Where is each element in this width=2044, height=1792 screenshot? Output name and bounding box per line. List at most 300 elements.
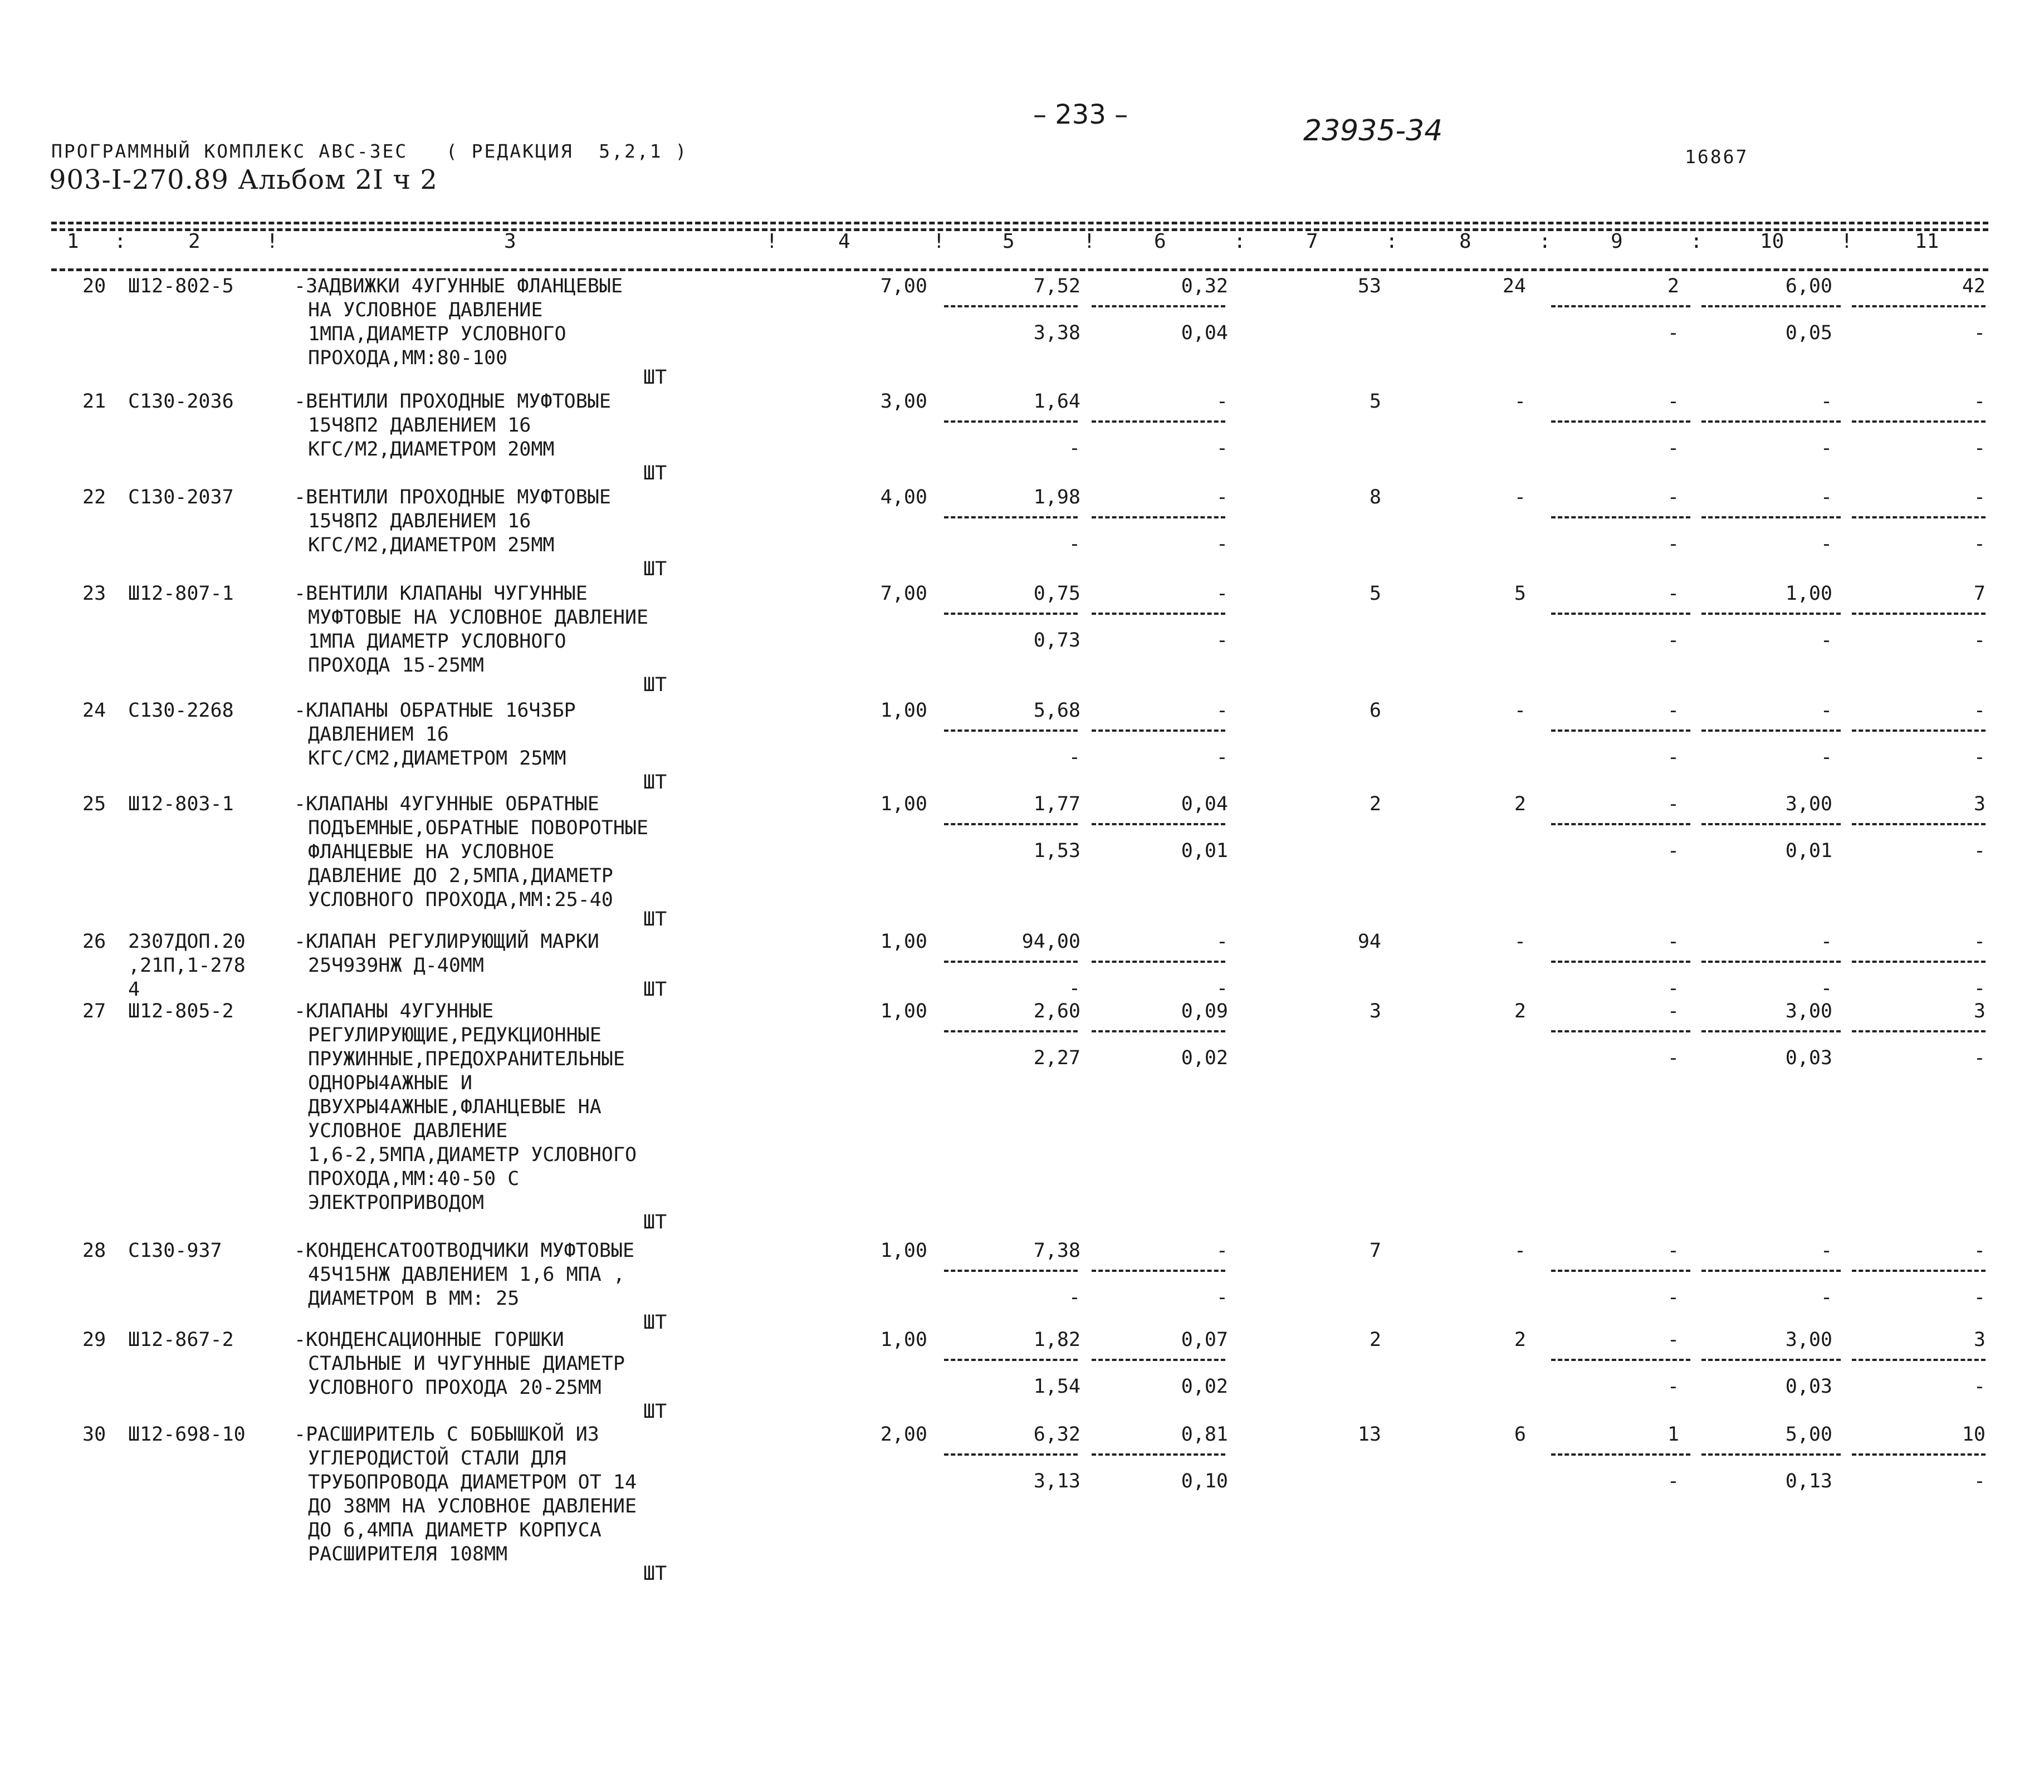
item-description: -КЛАПАНЫ 4УГУННЫЕ: [294, 1000, 494, 1022]
row-number: 21: [82, 390, 106, 413]
item-description: УСЛОВНОГО ПРОХОДА 20-25ММ: [308, 1377, 602, 1399]
row-number: 27: [82, 1000, 106, 1022]
cell-c8: -: [1514, 486, 1526, 508]
col-header-sep: :: [114, 230, 126, 253]
item-description: -ЗАДВИЖКИ 4УГУННЫЕ ФЛАНЦЕВЫЕ: [294, 275, 623, 297]
cell-c8: -: [1514, 1240, 1526, 1262]
item-description: РЕГУЛИРУЮЩИЕ,РЕДУКЦИОННЫЕ: [308, 1024, 602, 1046]
row-number: 29: [82, 1329, 106, 1351]
cell-c10a: -: [1820, 931, 1832, 953]
cell-c5a: 5,68: [1033, 699, 1080, 722]
cell-c6b: 0,04: [1181, 322, 1228, 344]
col-header-2: 2: [188, 230, 201, 253]
cell-c11b: -: [1973, 322, 1986, 344]
cell-c9b: -: [1667, 1047, 1679, 1069]
cell-c4: 1,00: [880, 1329, 927, 1351]
item-description: -КЛАПАНЫ 4УГУННЫЕ ОБРАТНЫЕ: [294, 793, 599, 815]
item-description: ЭЛЕКТРОПРИВОДОМ: [308, 1192, 485, 1214]
cell-divider: [1551, 613, 1690, 615]
row-number: 24: [82, 699, 106, 722]
cell-divider: [1852, 1270, 1986, 1272]
cell-c6b: -: [1216, 629, 1228, 652]
item-description: 1МПА ДИАМЕТР УСЛОВНОГО: [308, 630, 566, 653]
item-description: -КЛАПАН РЕГУЛИРУЮЩИЙ МАРКИ: [294, 931, 599, 953]
item-description: ДО 6,4МПА ДИАМЕТР КОРПУСА: [308, 1519, 602, 1541]
item-description: КГС/М2,ДИАМЕТРОМ 25ММ: [308, 534, 555, 556]
item-code: С130-2036: [128, 390, 234, 413]
cell-divider: [1852, 1030, 1986, 1032]
cell-c9a: -: [1667, 390, 1679, 413]
item-description: УСЛОВНОГО ПРОХОДА,ММ:25-40: [308, 889, 613, 911]
cell-c9a: -: [1667, 582, 1679, 605]
cell-c5b: -: [1068, 1286, 1080, 1309]
cell-c11a: -: [1973, 486, 1986, 508]
cell-c7: 6: [1369, 699, 1381, 722]
cell-divider: [1551, 823, 1690, 825]
unit-label: ШТ: [643, 908, 667, 931]
item-description: -ВЕНТИЛИ ПРОХОДНЫЕ МУФТОВЫЕ: [294, 390, 611, 413]
cell-c6b: 0,02: [1181, 1047, 1228, 1069]
cell-c9a: 2: [1667, 275, 1679, 297]
cell-divider: [1551, 1453, 1690, 1456]
cell-divider: [1092, 1270, 1225, 1272]
cell-c10b: 0,03: [1785, 1375, 1832, 1398]
row-number: 26: [82, 931, 106, 953]
cell-c5b: 2,27: [1033, 1047, 1080, 1069]
cell-c9a: -: [1667, 931, 1679, 953]
cell-c11a: -: [1973, 699, 1986, 722]
cell-c9b: -: [1667, 1470, 1679, 1492]
cell-divider: [1551, 1030, 1690, 1032]
cell-c11b: -: [1973, 1286, 1986, 1309]
item-description: ДО 38ММ НА УСЛОВНОЕ ДАВЛЕНИЕ: [308, 1495, 637, 1517]
cell-c11b: -: [1973, 1047, 1986, 1069]
cell-divider: [1092, 961, 1225, 963]
cell-divider: [1701, 1453, 1841, 1456]
unit-label: ШТ: [643, 674, 667, 696]
cell-c9b: -: [1667, 977, 1679, 1000]
col-header-sep: :: [1234, 230, 1246, 253]
cell-divider: [1852, 823, 1986, 825]
item-description: -КЛАПАНЫ ОБРАТНЫЕ 16Ч3БР: [294, 699, 576, 722]
cell-c4: 1,00: [880, 931, 927, 953]
cell-c11a: 3: [1973, 793, 1986, 815]
cell-c9b: -: [1667, 840, 1679, 862]
cell-c6b: 0,10: [1181, 1470, 1228, 1492]
cell-c11a: -: [1973, 1240, 1986, 1262]
item-code: 4: [128, 978, 140, 1001]
unit-label: ШТ: [643, 558, 667, 580]
cell-c10b: -: [1820, 437, 1832, 459]
col-header-7: 7: [1306, 230, 1318, 253]
cell-divider: [944, 516, 1078, 518]
cell-divider: [944, 961, 1078, 963]
document-code: 16867: [1685, 146, 1749, 168]
row-number: 25: [82, 793, 106, 815]
col-header-sep: !: [933, 230, 945, 253]
cell-c5a: 94,00: [1021, 931, 1080, 953]
cell-c11a: 3: [1973, 1329, 1986, 1351]
col-header-1: 1: [67, 230, 79, 253]
cell-c7: 94: [1357, 931, 1381, 953]
cell-divider: [1092, 516, 1225, 518]
cell-c9a: 1: [1667, 1423, 1679, 1446]
item-description: -ВЕНТИЛИ ПРОХОДНЫЕ МУФТОВЫЕ: [294, 486, 611, 508]
cell-c7: 2: [1369, 793, 1381, 815]
cell-c10a: -: [1820, 699, 1832, 722]
cell-c11b: -: [1973, 437, 1986, 459]
cell-c6b: -: [1216, 533, 1228, 555]
cell-c6a: 0,81: [1181, 1423, 1228, 1446]
cell-divider: [1701, 516, 1841, 518]
cell-c8: 6: [1514, 1423, 1526, 1446]
cell-c10b: 0,13: [1785, 1470, 1832, 1492]
cell-c6a: -: [1216, 931, 1228, 953]
cell-c8: 2: [1514, 1329, 1526, 1351]
item-description: ПРОХОДА,ММ:80-100: [308, 347, 508, 369]
cell-divider: [944, 729, 1078, 732]
cell-c5a: 1,98: [1033, 486, 1080, 508]
cell-c4: 7,00: [880, 275, 927, 297]
cell-c6a: -: [1216, 486, 1228, 508]
cell-c6b: 0,02: [1181, 1375, 1228, 1398]
cell-c10a: -: [1820, 1240, 1832, 1262]
cell-divider: [1551, 961, 1690, 963]
cell-c4: 1,00: [880, 699, 927, 722]
cell-c6b: 0,01: [1181, 840, 1228, 862]
table-header-rule: [51, 268, 1988, 271]
item-description: ДАВЛЕНИЕМ 16: [308, 723, 449, 746]
cell-c8: 5: [1514, 582, 1526, 605]
cell-c5a: 1,64: [1033, 390, 1080, 413]
cell-c4: 1,00: [880, 1000, 927, 1022]
item-description: -КОНДЕНСАТООТВОДЧИКИ МУФТОВЫЕ: [294, 1240, 635, 1262]
cell-divider: [1701, 729, 1841, 732]
item-description: УСЛОВНОЕ ДАВЛЕНИЕ: [308, 1120, 508, 1142]
cell-divider: [1092, 729, 1225, 732]
col-header-sep: !: [1083, 230, 1096, 253]
cell-c6a: -: [1216, 699, 1228, 722]
item-description: НА УСЛОВНОЕ ДАВЛЕНИЕ: [308, 299, 543, 321]
unit-label: ШТ: [643, 1401, 667, 1423]
cell-c5b: 1,54: [1033, 1375, 1080, 1398]
cell-c10a: -: [1820, 390, 1832, 413]
cell-divider: [944, 1270, 1078, 1272]
item-description: ДВУХРЫ4АЖНЫЕ,ФЛАНЦЕВЫЕ НА: [308, 1096, 602, 1118]
cell-c10b: -: [1820, 533, 1832, 555]
cell-divider: [1551, 1359, 1690, 1361]
cell-c6b: -: [1216, 977, 1228, 1000]
cell-divider: [944, 613, 1078, 615]
col-header-3: 3: [504, 230, 516, 253]
cell-c5b: -: [1068, 746, 1080, 768]
cell-c10b: 0,05: [1785, 322, 1832, 344]
cell-divider: [1092, 823, 1225, 825]
cell-c10b: -: [1820, 746, 1832, 768]
col-header-sep: :: [1539, 230, 1551, 253]
cell-c9a: -: [1667, 486, 1679, 508]
cell-divider: [1852, 305, 1986, 307]
cell-c4: 1,00: [880, 1240, 927, 1262]
cell-c8: 2: [1514, 1000, 1526, 1022]
item-description: 15Ч8П2 ДАВЛЕНИЕМ 16: [308, 414, 531, 437]
cell-c7: 2: [1369, 1329, 1381, 1351]
unit-label: ШТ: [643, 771, 667, 794]
item-description: 45Ч15НЖ ДАВЛЕНИЕМ 1,6 МПА ,: [308, 1264, 625, 1286]
col-header-sep: !: [766, 230, 778, 253]
unit-label: ШТ: [643, 978, 667, 1001]
cell-c10b: -: [1820, 629, 1832, 652]
cell-c8: 24: [1502, 275, 1526, 297]
cell-divider: [1852, 613, 1986, 615]
cell-c4: 4,00: [880, 486, 927, 508]
item-description: КГС/М2,ДИАМЕТРОМ 20ММ: [308, 438, 555, 461]
cell-c5a: 7,38: [1033, 1240, 1080, 1262]
item-description: СТАЛЬНЫЕ И ЧУГУННЫЕ ДИАМЕТР: [308, 1353, 625, 1375]
table-top-rule: [51, 222, 1988, 224]
row-number: 30: [82, 1423, 106, 1446]
cell-c8: 2: [1514, 793, 1526, 815]
col-header-sep: !: [1841, 230, 1853, 253]
cell-c11a: -: [1973, 931, 1986, 953]
cell-c9a: -: [1667, 1240, 1679, 1262]
cell-c10a: 3,00: [1785, 1000, 1832, 1022]
cell-c10a: 3,00: [1785, 1329, 1832, 1351]
unit-label: ШТ: [643, 1211, 667, 1233]
row-number: 23: [82, 582, 106, 605]
cell-c6a: -: [1216, 582, 1228, 605]
item-code: С130-2037: [128, 486, 234, 508]
cell-c5a: 2,60: [1033, 1000, 1080, 1022]
item-code: Ш12-698-10: [128, 1423, 246, 1446]
cell-c4: 3,00: [880, 390, 927, 413]
cell-divider: [1852, 516, 1986, 518]
cell-c9a: -: [1667, 699, 1679, 722]
cell-c11a: 42: [1962, 275, 1986, 297]
cell-c9b: -: [1667, 629, 1679, 652]
cell-divider: [1701, 1030, 1841, 1032]
page-number: – 233 –: [1033, 99, 1128, 130]
item-description: -ВЕНТИЛИ КЛАПАНЫ ЧУГУННЫЕ: [294, 582, 588, 605]
cell-c11b: -: [1973, 977, 1986, 1000]
unit-label: ШТ: [643, 1563, 667, 1585]
item-code: ,21П,1-278: [128, 954, 246, 977]
item-description: ПРУЖИННЫЕ,ПРЕДОХРАНИТЕЛЬНЫЕ: [308, 1048, 625, 1070]
cell-c4: 1,00: [880, 793, 927, 815]
cell-c5b: 0,73: [1033, 629, 1080, 652]
cell-c10a: 1,00: [1785, 582, 1832, 605]
cell-c4: 7,00: [880, 582, 927, 605]
col-header-11: 11: [1915, 230, 1939, 253]
cell-c5b: 3,13: [1033, 1470, 1080, 1492]
cell-c5b: -: [1068, 977, 1080, 1000]
item-description: ФЛАНЦЕВЫЕ НА УСЛОВНОЕ: [308, 841, 555, 863]
cell-c5b: 3,38: [1033, 322, 1080, 344]
cell-divider: [1551, 305, 1690, 307]
cell-divider: [1092, 1030, 1225, 1032]
cell-divider: [1551, 516, 1690, 518]
cell-c10b: -: [1820, 1286, 1832, 1309]
item-description: 25Ч939НЖ Д-40ММ: [308, 954, 485, 977]
cell-divider: [1092, 420, 1225, 423]
item-description: -РАСШИРИТЕЛЬ С БОБЫШКОЙ ИЗ: [294, 1423, 599, 1446]
cell-c11b: -: [1973, 1375, 1986, 1398]
cell-c11b: -: [1973, 1470, 1986, 1492]
col-header-9: 9: [1611, 230, 1623, 253]
cell-c5a: 0,75: [1033, 582, 1080, 605]
cell-c9b: -: [1667, 322, 1679, 344]
cell-divider: [944, 420, 1078, 423]
cell-c7: 13: [1357, 1423, 1381, 1446]
cell-c6a: -: [1216, 390, 1228, 413]
cell-divider: [944, 823, 1078, 825]
item-code: С130-2268: [128, 699, 234, 722]
cell-c10a: 6,00: [1785, 275, 1832, 297]
cell-divider: [1092, 305, 1225, 307]
col-header-4: 4: [838, 230, 850, 253]
item-code: Ш12-802-5: [128, 275, 234, 297]
cell-c7: 53: [1357, 275, 1381, 297]
cell-c10a: 5,00: [1785, 1423, 1832, 1446]
row-number: 28: [82, 1240, 106, 1262]
item-description: КГС/СМ2,ДИАМЕТРОМ 25ММ: [308, 747, 566, 770]
cell-divider: [1852, 729, 1986, 732]
cell-divider: [1701, 613, 1841, 615]
cell-c6b: -: [1216, 746, 1228, 768]
col-header-sep: :: [1386, 230, 1398, 253]
cell-c6a: 0,32: [1181, 275, 1228, 297]
cell-c10a: 3,00: [1785, 793, 1832, 815]
cell-c9a: -: [1667, 1000, 1679, 1022]
cell-divider: [1701, 1270, 1841, 1272]
cell-c5a: 7,52: [1033, 275, 1080, 297]
cell-divider: [1701, 823, 1841, 825]
unit-label: ШТ: [643, 462, 667, 484]
cell-c8: -: [1514, 699, 1526, 722]
cell-divider: [1551, 1270, 1690, 1272]
item-description: -КОНДЕНСАЦИОННЫЕ ГОРШКИ: [294, 1329, 564, 1351]
cell-divider: [1701, 305, 1841, 307]
cell-divider: [1852, 1453, 1986, 1456]
cell-c10b: -: [1820, 977, 1832, 1000]
cell-c7: 8: [1369, 486, 1381, 508]
item-description: 15Ч8П2 ДАВЛЕНИЕМ 16: [308, 510, 531, 532]
item-description: ТРУБОПРОВОДА ДИАМЕТРОМ ОТ 14: [308, 1471, 637, 1494]
cell-c11a: -: [1973, 390, 1986, 413]
cell-c11b: -: [1973, 840, 1986, 862]
cell-c9b: -: [1667, 1286, 1679, 1309]
cell-c5a: 6,32: [1033, 1423, 1080, 1446]
item-description: ПРОХОДА 15-25ММ: [308, 654, 485, 677]
col-header-6: 6: [1154, 230, 1166, 253]
item-code: Ш12-867-2: [128, 1329, 234, 1351]
cell-divider: [944, 1030, 1078, 1032]
item-code: 2307ДОП.20: [128, 931, 246, 953]
cell-divider: [1092, 1359, 1225, 1361]
item-description: ДИАМЕТРОМ В ММ: 25: [308, 1287, 520, 1310]
cell-c9b: -: [1667, 1375, 1679, 1398]
cell-c5b: 1,53: [1033, 840, 1080, 862]
cell-divider: [944, 1359, 1078, 1361]
cell-c10b: 0,03: [1785, 1047, 1832, 1069]
item-code: Ш12-803-1: [128, 793, 234, 815]
col-header-10: 10: [1760, 230, 1784, 253]
cell-c6b: -: [1216, 437, 1228, 459]
cell-c7: 3: [1369, 1000, 1381, 1022]
cell-c6a: -: [1216, 1240, 1228, 1262]
cell-divider: [1852, 1359, 1986, 1361]
cell-c9b: -: [1667, 746, 1679, 768]
cell-c8: -: [1514, 390, 1526, 413]
cell-c7: 5: [1369, 390, 1381, 413]
cell-c9a: -: [1667, 1329, 1679, 1351]
cell-c9a: -: [1667, 793, 1679, 815]
item-description: ДАВЛЕНИЕ ДО 2,5МПА,ДИАМЕТР: [308, 865, 613, 887]
cell-divider: [1701, 420, 1841, 423]
item-code: Ш12-805-2: [128, 1000, 234, 1022]
item-description: МУФТОВЫЕ НА УСЛОВНОЕ ДАВЛЕНИЕ: [308, 606, 649, 629]
cell-divider: [1701, 961, 1841, 963]
cell-c11a: 3: [1973, 1000, 1986, 1022]
col-header-5: 5: [1003, 230, 1015, 253]
cell-divider: [1551, 729, 1690, 732]
cell-c9b: -: [1667, 533, 1679, 555]
cell-c6a: 0,04: [1181, 793, 1228, 815]
cell-c5a: 1,77: [1033, 793, 1080, 815]
cell-c10b: 0,01: [1785, 840, 1832, 862]
unit-label: ШТ: [643, 366, 667, 389]
cell-c4: 2,00: [880, 1423, 927, 1446]
cell-c9b: -: [1667, 437, 1679, 459]
cell-c5b: -: [1068, 437, 1080, 459]
cell-divider: [1852, 961, 1986, 963]
cell-divider: [1701, 1359, 1841, 1361]
item-description: ПОДЪЕМНЫЕ,ОБРАТНЫЕ ПОВОРОТНЫЕ: [308, 817, 649, 839]
cell-divider: [1092, 1453, 1225, 1456]
program-title: ПРОГРАММНЫЙ КОМПЛЕКС АВС-3ЕС ( РЕДАКЦИЯ 5,2,1 ): [51, 140, 688, 162]
unit-label: ШТ: [643, 1311, 667, 1334]
album-reference: 903-I-270.89 Альбом 2I ч 2: [49, 164, 438, 195]
cell-c11a: 7: [1973, 582, 1986, 605]
cell-c7: 5: [1369, 582, 1381, 605]
cell-c11a: 10: [1962, 1423, 1986, 1446]
item-description: 1,6-2,5МПА,ДИАМЕТР УСЛОВНОГО: [308, 1144, 637, 1166]
cell-c5b: -: [1068, 533, 1080, 555]
cell-c6a: 0,09: [1181, 1000, 1228, 1022]
row-number: 20: [82, 275, 106, 297]
item-code: Ш12-807-1: [128, 582, 234, 605]
cell-divider: [944, 305, 1078, 307]
row-number: 22: [82, 486, 106, 508]
col-header-sep: :: [1690, 230, 1703, 253]
item-description: 1МПА,ДИАМЕТР УСЛОВНОГО: [308, 323, 566, 345]
col-header-sep: !: [266, 230, 278, 253]
cell-c10a: -: [1820, 486, 1832, 508]
cell-c5a: 1,82: [1033, 1329, 1080, 1351]
item-description: РАСШИРИТЕЛЯ 108ММ: [308, 1543, 508, 1565]
document-number: 23935-34: [1303, 114, 1443, 148]
cell-c8: -: [1514, 931, 1526, 953]
cell-divider: [1852, 420, 1986, 423]
cell-divider: [1551, 420, 1690, 423]
cell-c11b: -: [1973, 629, 1986, 652]
item-description: УГЛЕРОДИСТОЙ СТАЛИ ДЛЯ: [308, 1447, 566, 1470]
item-description: ПРОХОДА,ММ:40-50 С: [308, 1168, 520, 1190]
cell-c6a: 0,07: [1181, 1329, 1228, 1351]
cell-c11b: -: [1973, 746, 1986, 768]
cell-divider: [944, 1453, 1078, 1456]
cell-c6b: -: [1216, 1286, 1228, 1309]
